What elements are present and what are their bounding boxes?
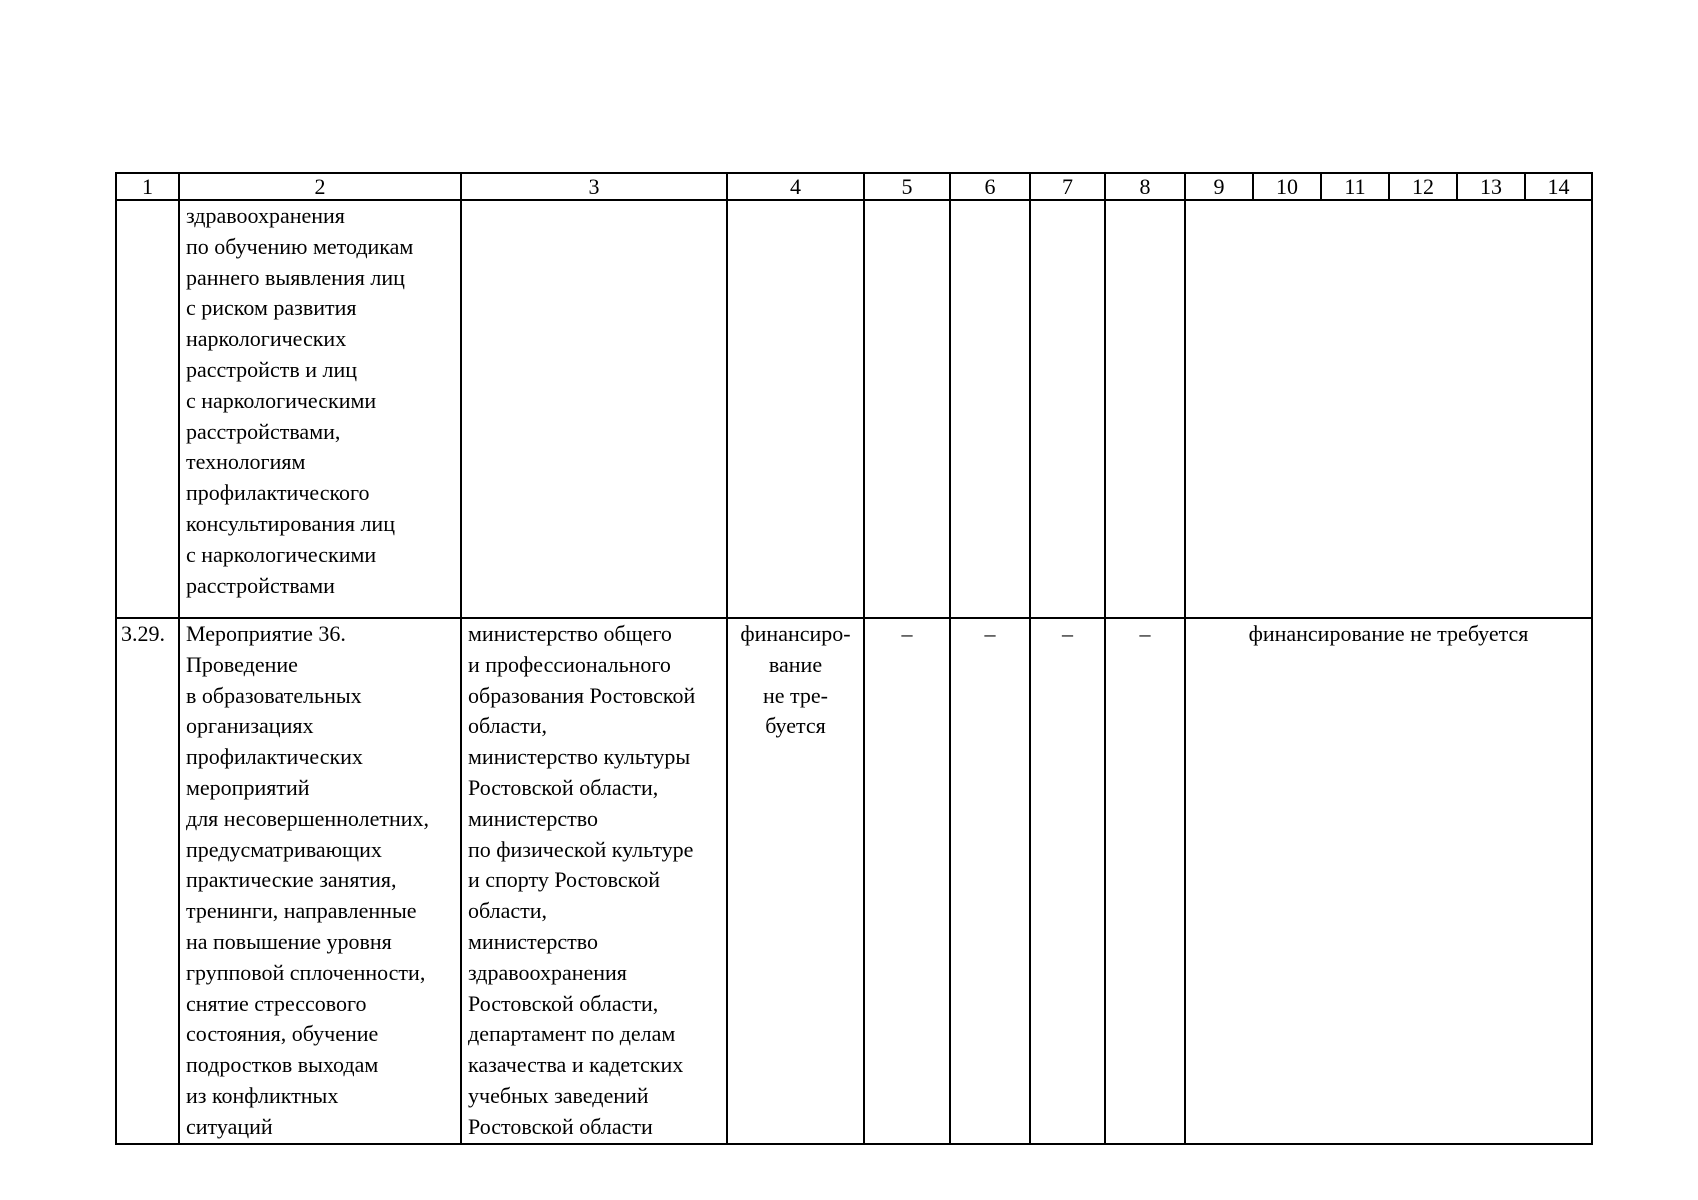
measure-cell: здравоохранения по обучению методикам раннего выявления лиц с риском развития наркологических расстройств и лиц с наркологическими расстройствами, технологиям профилактического консультирования лиц с наркологическими расстройствами [179,200,461,618]
measure-cell: Мероприятие 36. Проведение в образовательных организациях профилактических мероприятий для несовершеннолетних, предусматривающих практические занятия, тренинги, направленные на повышение уровня групповой сплоченности, снятие стрессового состояния, обучение подростков выходам из конфликтных ситуаций [179,618,461,1144]
value-cell: – [1030,618,1105,1144]
financing-merged-cell [1185,200,1592,618]
financing-merged-cell: финансирование не требуется [1185,618,1592,1144]
column-number: 6 [950,173,1030,200]
column-number: 14 [1525,173,1592,200]
column-number: 12 [1389,173,1457,200]
value-cell [864,200,950,618]
column-number: 2 [179,173,461,200]
source-cell: финансиро- вание не тре- буется [727,618,864,1144]
executor-cell: министерство общего и профессионального образования Ростовской области, министерство культуры Ростовской области, министерство по физической культуре и спорту Ростовской области, министерство здравоохранения Ростовской области, департамент по делам казачества и кадетских учебных заведений Ростовской области [461,618,727,1144]
column-number: 13 [1457,173,1525,200]
executor-cell [461,200,727,618]
table-row [116,618,1592,1144]
table-row [116,200,1592,618]
column-number: 9 [1185,173,1253,200]
row-number-cell [116,200,179,618]
program-table [115,172,1593,1145]
column-number: 11 [1321,173,1389,200]
source-cell [727,200,864,618]
value-cell [1030,200,1105,618]
column-number: 5 [864,173,950,200]
column-number: 7 [1030,173,1105,200]
value-cell [950,200,1030,618]
column-number: 3 [461,173,727,200]
row-number-cell: 3.29. [116,618,179,1144]
column-number: 1 [116,173,179,200]
column-number: 4 [727,173,864,200]
column-number: 8 [1105,173,1185,200]
value-cell: – [864,618,950,1144]
column-number-row [116,173,1592,200]
value-cell: – [1105,618,1185,1144]
value-cell [1105,200,1185,618]
column-number: 10 [1253,173,1321,200]
value-cell: – [950,618,1030,1144]
